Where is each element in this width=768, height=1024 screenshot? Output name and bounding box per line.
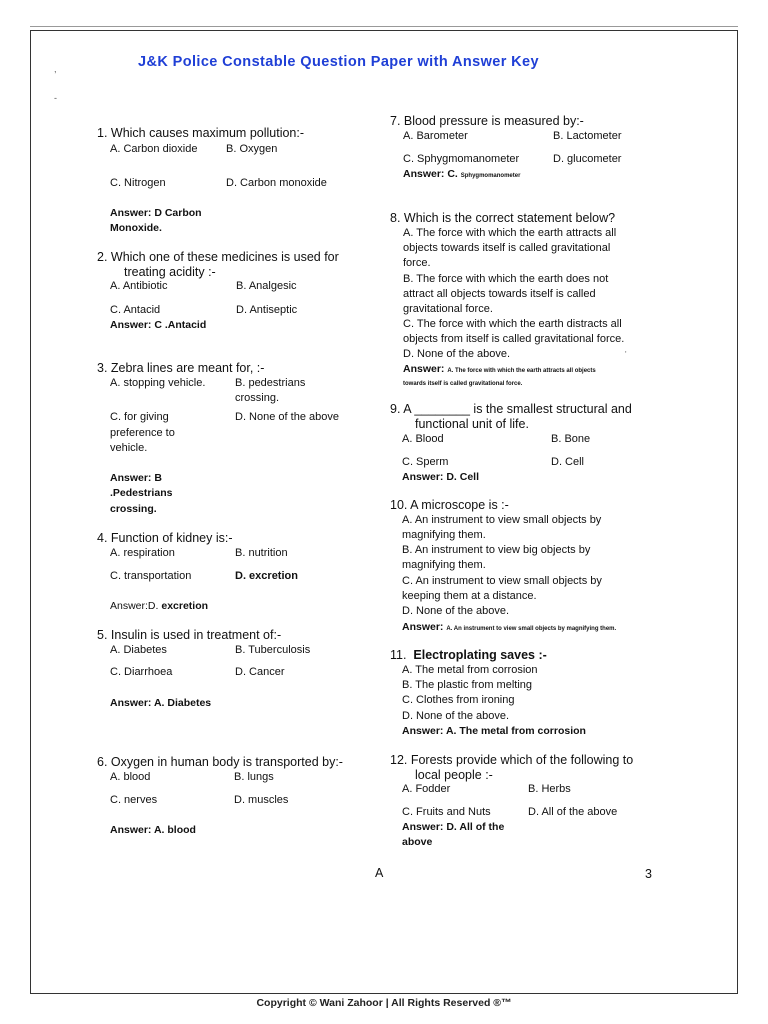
answer (402, 620, 616, 637)
answer: Answer: A. blood (110, 824, 196, 836)
option-a: A. stopping vehicle. (110, 377, 206, 389)
answer (110, 599, 208, 614)
option-b: B. Tuberculosis (235, 644, 311, 656)
question-text: 2. Which one of these medicines is used for (97, 250, 339, 264)
answer-value: excretion (161, 600, 209, 612)
option-d: D. None of the above. (402, 710, 510, 722)
question-text: 4. Function of kidney is:- (97, 531, 233, 545)
answer (403, 167, 520, 184)
question-text: 7. Blood pressure is measured by:- (390, 114, 584, 128)
question-text: local people :- (415, 768, 493, 782)
answer (403, 377, 522, 389)
page-number: 3 (645, 867, 652, 881)
question-text: functional unit of life. (415, 417, 529, 431)
option-a: A. Barometer (403, 130, 468, 142)
option-c: C. An instrument to view small objects by (402, 575, 602, 587)
answer: Answer: B (110, 472, 162, 484)
option-b: B. pedestrians (235, 377, 306, 389)
option-c: C. Fruits and Nuts (402, 806, 491, 818)
option-c: C. nerves (110, 794, 158, 806)
answer-value: A. An instrument to view small objects by magnifying them. (446, 626, 617, 632)
option-d: D. muscles (234, 794, 289, 806)
option-b: B. Herbs (528, 783, 571, 795)
question-text: 1. Which causes maximum pollution:- (97, 126, 305, 140)
question-text: 5. Insulin is used in treatment of:- (97, 628, 282, 642)
answer-label: Answer: (403, 363, 445, 375)
question-text: 8. Which is the correct statement below? (390, 211, 616, 225)
option-b: B. Bone (551, 433, 591, 445)
answer-value: A. The force with which the earth attracts all objects (447, 368, 596, 374)
option-d: D. Cancer (235, 666, 285, 678)
option-b: crossing. (235, 392, 280, 404)
answer: crossing. (110, 503, 157, 515)
option-c: C. Antacid (110, 304, 161, 316)
answer: Answer: D. Cell (402, 471, 480, 483)
answer: Monoxide. (110, 222, 162, 234)
option-b: B. Oxygen (226, 143, 278, 155)
option-a: A. Antibiotic (110, 280, 168, 292)
copyright-footer: Copyright © Wani Zahoor | All Rights Reserved ®™ (256, 997, 512, 1009)
option-a: A. Fodder (402, 783, 451, 795)
answer-value: towards itself is called gravitational force. (403, 381, 523, 387)
option-c: vehicle. (110, 442, 148, 454)
option-c: C. Nitrogen (110, 177, 166, 189)
option-c: C. for giving (110, 411, 169, 423)
option-d: D. excretion (235, 570, 298, 582)
option-c: C. Sphygmomanometer (403, 153, 520, 165)
option-c: preference to (110, 427, 175, 439)
option-c: C. Sperm (402, 456, 449, 468)
answer: Answer: A. Diabetes (110, 697, 212, 709)
question-stem: Electroplating saves :- (413, 648, 547, 662)
option-d: D. Cell (551, 456, 585, 468)
option-d: D. None of the above. (403, 348, 511, 360)
option-a: A. Carbon dioxide (110, 143, 198, 155)
option-a: force. (403, 257, 431, 269)
option-a: A. blood (110, 771, 151, 783)
option-d: D. All of the above (528, 806, 618, 818)
question-text (390, 648, 547, 663)
option-b: B. Lactometer (553, 130, 622, 142)
option-a: A. Diabetes (110, 644, 167, 656)
answer (403, 364, 596, 376)
option-a: A. respiration (110, 547, 175, 559)
option-a: magnifying them. (402, 529, 486, 541)
option-d: D. None of the above. (402, 605, 510, 617)
option-b: attract all objects towards itself is called (403, 288, 596, 300)
option-a: A. An instrument to view small objects by (402, 514, 602, 526)
stray-mark: ' (625, 350, 627, 359)
answer: Answer: D Carbon (110, 207, 202, 219)
option-b: B. nutrition (235, 547, 288, 559)
question-text: 10. A microscope is :- (390, 498, 509, 512)
answer-label: Answer:D. (110, 600, 159, 612)
option-c: keeping them at a distance. (402, 590, 537, 602)
top-rule (30, 26, 738, 27)
option-c: C. Clothes from ironing (402, 694, 515, 706)
answer: Answer: D. All of the (402, 821, 505, 833)
option-b: B. Analgesic (236, 280, 297, 292)
answer: above (402, 836, 433, 848)
document-title: J&K Police Constable Question Paper with Answer Key (138, 54, 539, 70)
option-c: C. The force with which the earth distracts all (403, 318, 622, 330)
question-text: 3. Zebra lines are meant for, :- (97, 361, 265, 375)
option-b: B. The plastic from melting (402, 679, 533, 691)
option-a: A. The metal from corrosion (402, 664, 538, 676)
question-number: 11. (390, 648, 407, 662)
answer: Answer: A. The metal from corrosion (402, 725, 586, 737)
option-d: D. Carbon monoxide (226, 177, 327, 189)
answer-label: Answer: (402, 621, 444, 633)
question-text: 9. A ________ is the smallest structural and (390, 402, 632, 416)
option-b: B. The force with which the earth does not (403, 273, 609, 285)
option-d: D. None of the above (235, 411, 339, 423)
option-b: B. lungs (234, 771, 274, 783)
option-b: B. An instrument to view big objects by (402, 544, 591, 556)
option-a: A. The force with which the earth attracts all (403, 227, 617, 239)
option-d: D. glucometer (553, 153, 622, 165)
option-b: magnifying them. (402, 559, 486, 571)
option-c: C. Diarrhoea (110, 666, 173, 678)
page-letter: A (375, 866, 384, 880)
option-c: objects from itself is called gravitational force. (403, 333, 625, 345)
answer: Answer: C .Antacid (110, 319, 207, 331)
option-a: A. Blood (402, 433, 444, 445)
margin-mark: - (54, 93, 57, 103)
option-d: D. Antiseptic (236, 304, 298, 316)
option-b: gravitational force. (403, 303, 493, 315)
question-text: 6. Oxygen in human body is transported by:- (97, 755, 343, 769)
margin-mark: , (54, 64, 57, 74)
option-a: objects towards itself is called gravitational (403, 242, 611, 254)
question-text: 12. Forests provide which of the following to (390, 753, 634, 767)
option-c: C. transportation (110, 570, 192, 582)
answer: .Pedestrians (110, 487, 173, 499)
answer-label: Answer: C. (403, 168, 458, 180)
answer-value: Sphygmomanometer (460, 173, 521, 179)
question-text: treating acidity :- (124, 265, 216, 279)
